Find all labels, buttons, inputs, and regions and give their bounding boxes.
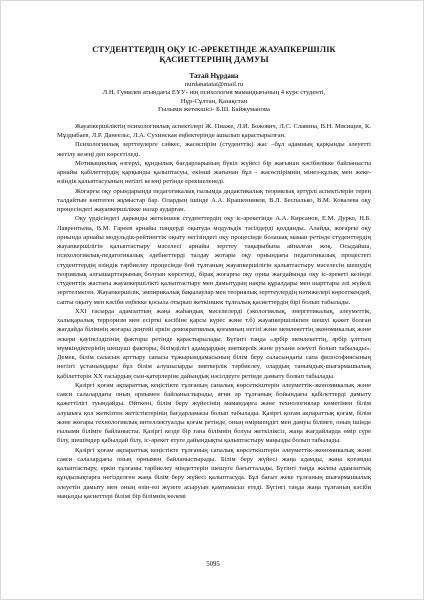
- affiliation-line: Нұр-Сұлтан, Қазақстан: [180, 97, 248, 105]
- paragraph: ХХІ ғасырда адамзаттың жаңа жаһандық мәселелерді (экологиялық, энергетикалық, әлеуметтік, халықаралық терроризм мен есірткі кәсібіне қарсы күрес және т.б) жауапкершілікпен шешуі қажет болған жағдайда білімнің жоғары деңгейі еркін демократиялық қоғамның негізі және мемлекеттің экономикалық және әскери қауіпсіздігінің факторы ретінде қарастырылады. Бүгінгі таңда «әрбір мемлекеттің, әрбір ұлттың мүмкіндіктерінің шешуші факторы, білімділігі адамдардың зияткерлік және рухани әлеуеті болып табылады». Демек, білім саласын арттыру сапасы тұжырымдамасының білім беру саласындағы сапа философиясының негізгі ұстанымдары бұл білім алушыларды зияткерлік тәрбиелеу, олардың танымдық-шығармашылық қабілеттерін ХХ ғасырдың сын-қатерлеріне дайындық нәсілдеуге ретінде дамыту болып табылады.: [57, 307, 371, 380]
- paragraph: Мотивациялық өзгеруі, құндылық бағдарларының бүкіл жүйесі бір жағынан кәсібилікке байланысты арнайы қабілеттердің қарқынды қалыптасуы, екінші жағынан бұл - жасөспірімнің мінез-құлық мен жеке-өзіндік қалыптасуының негізгі кезеңі ретінде ерекшеленеді.: [57, 159, 371, 186]
- affiliation-block: [57, 89, 371, 115]
- paragraph: Психологиялық зерттеулерге сәйкес, жасөспірім (студенттік) жас –бұл адамның қарқынды әлеуетті жетілу кезеңі деп көрсетіледі.: [57, 141, 371, 158]
- author-email: nurdanatatai@mail.ru: [184, 80, 244, 88]
- affiliation-line: Л.Н. Гумилев атындағы ЕҰУ- нің психология мамандығының 4 курс студенті,: [102, 89, 326, 97]
- paragraph: Қазіргі қоғам ақпараттық кеңістікте тұлғаның сапалық көрсеткіштерін әлеуметтік-экономикалық және саяси салалардағы оның орнымен байланыстырады. Білім беру жүйесі жаңа адамды, жаңа қоғамды қалыптастыру, еркін тұлғаны тәрбиелеу міндеттерін шешуге бағытталады. Бүгінгі таңда жалпы адамзаттық құндылықтарға негізделген жаңа білім беру жүйесі қалыптасуда. Бұл бағыт жеке тұлғаның шығармашылық әлеуетін дамыту мен оның өзін-өзі жүзеге асыруын қамтамасыз етеді. Бүгінгі таңда жаңа тұлғаның кәсіби маңызды қасиеттері білімі бір білімнің көлемі: [57, 446, 371, 500]
- paragraph: Жоғарғы оқу орындарында педагогикалық ғылымда дидактикалық теориялық әртүрлі аспектілерін терең талдайтын көптеген жұмыстар бар. Олардың ішінде А.А. Крашенников, В.Л. Беспалько, В.М. Ковалева оқу процесіндегі жауапкершілікке назар аударған.: [57, 187, 371, 214]
- paragraph: Жауапкершіліктің психологиялық аспектілері Ж. Пиаже, Л.И. Божович, Л.С. Славина, В.Н. Мясищев, К. Мұздыбаев, Л.Р. Данеельс, Л.А. Сухинская еңбектерінде ашылып қарастырылған.: [57, 122, 371, 140]
- supervisor-line: Ғылыми жетекшісі- Б.Ш. Байжуманова: [157, 106, 271, 114]
- page-content: [57, 45, 371, 501]
- body-text: [57, 122, 371, 501]
- paragraph: Оқу үрдісіндегі дарынды жеткіншек студенттердің оқу іс-әрекетінде А.А. Кирсанов, Е.М. Дурко, Н.Б. Лаврентьева, В.М. Гареев арнайы пәндерді оқытуда модульдік тәсілдерді қолданды. Алайда, жоғарғы оқу орнында арнайы модульдік-рейтингтік оқыту негізіндегі оқу процесінде болашақ маман ретінде студенттердің жауапкершілігін қалыптастыру мәселесі арнайы зерттеу тақырыбына айналған жоқ. Осыдайша, психологиялық-педагогикалық әдебиеттерді талдау жоғары оқу орнындағы педагогикалық процестегі студенттердің өзіндік тәрбиелеу процесінде бой тұлғаның жауапкершілігін қалыптастыру мәселесін шешудің теориялық алғышарттарының болуын көрсетеді, бірақ жоғарғы оқу орны жағдайында оқу іс-әрекеті кезінде студенттік жастағы жауапкершілікті қалыптастыру мен дамытудың нақты құралдары мен шарттары әлі жүйелі зерттелмеген. Жауапкершілік, эмпирикалық бақылаулар мен теориялық зерттеулердің нәтижелері көрсеткендей, сапты оқыту мен кәсіби еңбекке қосыла отырып жеткіншек тұлғалық қасиеттердің бірі болып табылады.: [57, 215, 371, 306]
- paragraph: Қазіргі қоғам ақпараттық кеңістікте тұлғаның сапалық көрсеткіштерін әлеуметтік-экономикалық және саяси салалардағы оның орнымен байланыстырады, яғни әр тұлғаның бойындағы қабілеттерді дамыту қажеттілігі туындайды. Өйткені, білім беру жүйесінің мамандарға және технологиялар көмегімен білім алушыға қол жеткізген жетістіктерінің бағдарламасы болып табылады. Қазіргі қоғам ақпараттық қоғам, білім және жоғары технологиялық интеллектуалды қоғам ретінде, оның өміршеңдігі мен дамуы білімге, оның ішінде ғылыми білімге байланысты. Қазіргі кезде бір ғана білімнің болуы жеткіліксіз, жаңа жағдайларда өмір сүре білу, шешімдер қабылдай білу, іс-әрекет етуге дайындықты қалыптастыру маңызды болып табылады.: [57, 381, 371, 445]
- article-title: СТУДЕНТТЕРДІҢ ОҚУ ІС-ӘРЕКЕТІНДЕ ЖАУАПКЕРШІЛІК ҚАСИЕТТЕРІНІҢ ДАМУЫ: [92, 45, 336, 64]
- page-number: 5095: [206, 561, 220, 568]
- author-name: Татай Нұрдана: [189, 72, 239, 80]
